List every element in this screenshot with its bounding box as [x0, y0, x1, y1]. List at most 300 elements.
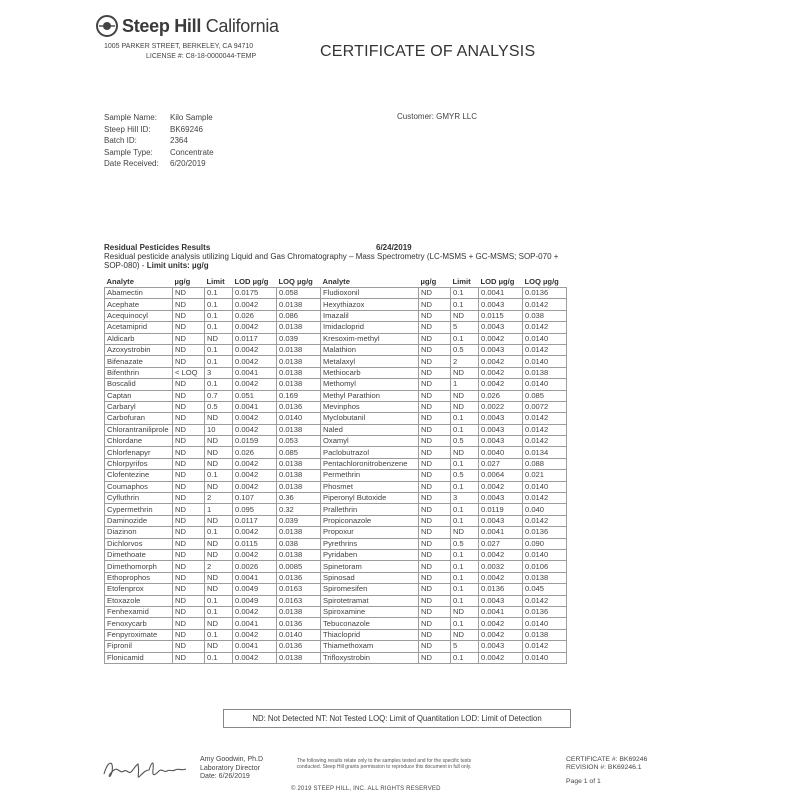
- result-cell: ND: [205, 436, 233, 447]
- analyte-cell: Cypermethrin: [105, 504, 173, 515]
- result-cell: 0.0042: [233, 322, 277, 333]
- result-cell: ND: [173, 527, 205, 538]
- result-cell: 0.0136: [523, 527, 567, 538]
- sample-info-row: [104, 158, 214, 170]
- result-cell: 0.0140: [523, 481, 567, 492]
- column-header: LOD µg/g: [234, 277, 269, 286]
- result-cell: 0.1: [205, 379, 233, 390]
- analyte-cell: Thiacloprid: [321, 629, 419, 640]
- analyte-cell: Clofentezine: [105, 470, 173, 481]
- result-cell: ND: [173, 356, 205, 367]
- analyte-cell: Azoxystrobin: [105, 344, 173, 355]
- result-cell: ND: [173, 595, 205, 606]
- result-cell: 0.0142: [523, 322, 567, 333]
- result-cell: 0.0138: [523, 367, 567, 378]
- table-row: [105, 504, 567, 515]
- analyte-cell: Dimethomorph: [105, 561, 173, 572]
- result-cell: 0.0140: [523, 652, 567, 663]
- result-cell: 0.0138: [277, 652, 321, 663]
- result-cell: ND: [173, 515, 205, 526]
- result-cell: 0.0043: [479, 344, 523, 355]
- analyte-cell: Daminozide: [105, 515, 173, 526]
- result-cell: 0.0042: [233, 344, 277, 355]
- result-cell: 0.0042: [233, 629, 277, 640]
- result-cell: 0.088: [523, 458, 567, 469]
- result-cell: 0.1: [205, 470, 233, 481]
- analyte-cell: Methomyl: [321, 379, 419, 390]
- result-cell: 0.038: [277, 538, 321, 549]
- table-row: [105, 322, 567, 333]
- result-cell: 0.0136: [523, 606, 567, 617]
- sample-info-row: [104, 112, 214, 124]
- result-cell: ND: [419, 413, 451, 424]
- sample-info-value: BK69246: [170, 124, 203, 134]
- result-cell: < LOQ: [173, 367, 205, 378]
- result-cell: 0.0040: [479, 447, 523, 458]
- result-cell: 0.0041: [479, 606, 523, 617]
- sample-info-value: 2364: [170, 136, 188, 146]
- analyte-cell: Methiocarb: [321, 367, 419, 378]
- analyte-cell: Cyfluthrin: [105, 493, 173, 504]
- result-cell: ND: [173, 606, 205, 617]
- sample-info: [104, 112, 214, 170]
- logo-wordmark: [122, 16, 279, 37]
- result-cell: 0.0041: [479, 527, 523, 538]
- column-header: µg/g: [420, 277, 437, 286]
- result-cell: ND: [205, 572, 233, 583]
- result-cell: 0.0142: [523, 424, 567, 435]
- analyte-cell: Propoxur: [321, 527, 419, 538]
- table-row: [105, 379, 567, 390]
- result-cell: ND: [205, 481, 233, 492]
- result-cell: ND: [451, 606, 479, 617]
- analyte-cell: Captan: [105, 390, 173, 401]
- sample-info-row: [104, 135, 214, 147]
- analyte-cell: Bifenthrin: [105, 367, 173, 378]
- result-cell: ND: [173, 458, 205, 469]
- result-cell: ND: [419, 322, 451, 333]
- logo-light-text: California: [205, 15, 279, 36]
- result-cell: 0.1: [205, 629, 233, 640]
- analyte-cell: Naled: [321, 424, 419, 435]
- analyte-cell: Malathion: [321, 344, 419, 355]
- result-cell: 0.1: [451, 549, 479, 560]
- result-cell: ND: [173, 424, 205, 435]
- result-cell: 0.0042: [479, 481, 523, 492]
- result-cell: ND: [173, 436, 205, 447]
- result-cell: ND: [419, 367, 451, 378]
- result-cell: 0.1: [451, 515, 479, 526]
- result-cell: ND: [205, 447, 233, 458]
- result-cell: 10: [205, 424, 233, 435]
- result-cell: 0.038: [523, 310, 567, 321]
- analyte-cell: Chlorantraniliprole: [105, 424, 173, 435]
- analyte-cell: Chlorpyrifos: [105, 458, 173, 469]
- analyte-cell: Fenpyroximate: [105, 629, 173, 640]
- analyte-cell: Hexythiazox: [321, 299, 419, 310]
- table-row: [105, 493, 567, 504]
- result-cell: 0.0041: [233, 401, 277, 412]
- result-cell: 2: [451, 356, 479, 367]
- result-cell: 0.0142: [523, 436, 567, 447]
- table-row: [105, 606, 567, 617]
- result-cell: ND: [173, 379, 205, 390]
- result-cell: 5: [451, 641, 479, 652]
- result-cell: 0.0042: [479, 356, 523, 367]
- result-cell: ND: [419, 299, 451, 310]
- result-cell: 0.0138: [277, 527, 321, 538]
- result-cell: ND: [419, 515, 451, 526]
- sample-info-label: Steep Hill ID:: [104, 124, 151, 134]
- result-cell: 0.1: [451, 572, 479, 583]
- analyte-cell: Abamectin: [105, 288, 173, 299]
- result-cell: 0.0140: [523, 356, 567, 367]
- result-cell: 0.026: [233, 447, 277, 458]
- result-cell: ND: [451, 390, 479, 401]
- result-cell: 0.1: [205, 288, 233, 299]
- result-cell: 0.0138: [277, 458, 321, 469]
- result-cell: 0.1: [205, 606, 233, 617]
- result-cell: 0.0142: [523, 299, 567, 310]
- result-cell: ND: [173, 504, 205, 515]
- result-cell: ND: [173, 652, 205, 663]
- result-cell: ND: [173, 493, 205, 504]
- result-cell: 0.026: [233, 310, 277, 321]
- analyte-cell: Chlordane: [105, 436, 173, 447]
- result-cell: 0.0042: [479, 379, 523, 390]
- result-cell: ND: [173, 470, 205, 481]
- analyte-cell: Carbaryl: [105, 401, 173, 412]
- result-cell: ND: [419, 584, 451, 595]
- certificate-number: CERTIFICATE #: BK69246: [566, 756, 648, 763]
- result-cell: 0.0041: [233, 572, 277, 583]
- result-cell: 0.021: [523, 470, 567, 481]
- analyte-cell: Flonicamid: [105, 652, 173, 663]
- table-row: [105, 424, 567, 435]
- result-cell: ND: [419, 288, 451, 299]
- results-title: Residual Pesticides Results: [104, 243, 211, 252]
- result-cell: ND: [173, 561, 205, 572]
- result-cell: ND: [173, 572, 205, 583]
- result-cell: ND: [205, 641, 233, 652]
- analyte-cell: Spinosad: [321, 572, 419, 583]
- result-cell: 0.1: [451, 481, 479, 492]
- result-cell: 0.0119: [479, 504, 523, 515]
- result-cell: 0.0043: [479, 322, 523, 333]
- table-row: [105, 344, 567, 355]
- result-cell: 0.1: [205, 527, 233, 538]
- result-cell: ND: [419, 458, 451, 469]
- table-row: [105, 652, 567, 663]
- result-cell: ND: [419, 629, 451, 640]
- result-cell: ND: [419, 652, 451, 663]
- result-cell: 0.0049: [233, 595, 277, 606]
- analyte-cell: Fenoxycarb: [105, 618, 173, 629]
- result-cell: ND: [451, 629, 479, 640]
- director-title: Laboratory Director: [200, 764, 260, 772]
- result-cell: 0.0043: [479, 515, 523, 526]
- result-cell: 0.0138: [277, 379, 321, 390]
- analyte-cell: Carbofuran: [105, 413, 173, 424]
- result-cell: 0.0032: [479, 561, 523, 572]
- result-cell: ND: [419, 618, 451, 629]
- result-cell: ND: [419, 493, 451, 504]
- result-cell: 0.0138: [277, 481, 321, 492]
- result-cell: ND: [173, 549, 205, 560]
- result-cell: 0.0064: [479, 470, 523, 481]
- result-cell: 0.0117: [233, 515, 277, 526]
- table-row: [105, 401, 567, 412]
- result-cell: 0.0041: [479, 288, 523, 299]
- result-cell: 1: [451, 379, 479, 390]
- analyte-cell: Fenhexamid: [105, 606, 173, 617]
- result-cell: 5: [451, 322, 479, 333]
- result-cell: ND: [173, 481, 205, 492]
- analyte-cell: Prallethrin: [321, 504, 419, 515]
- result-cell: 0.0026: [233, 561, 277, 572]
- result-cell: 0.0115: [479, 310, 523, 321]
- analyte-cell: Thiamethoxam: [321, 641, 419, 652]
- analyte-cell: Pyrethrins: [321, 538, 419, 549]
- result-cell: 0.0142: [523, 493, 567, 504]
- result-cell: 0.0042: [233, 299, 277, 310]
- result-cell: 0.1: [451, 299, 479, 310]
- certificate-info: [566, 756, 647, 786]
- result-cell: 0.0138: [277, 322, 321, 333]
- analyte-cell: Metalaxyl: [321, 356, 419, 367]
- result-cell: 0.051: [233, 390, 277, 401]
- result-cell: ND: [419, 401, 451, 412]
- result-cell: 0.1: [451, 333, 479, 344]
- result-cell: ND: [173, 344, 205, 355]
- result-cell: ND: [205, 333, 233, 344]
- table-row: [105, 629, 567, 640]
- result-cell: ND: [173, 310, 205, 321]
- column-header: Limit: [206, 277, 225, 286]
- result-cell: ND: [419, 333, 451, 344]
- result-cell: ND: [173, 299, 205, 310]
- result-cell: ND: [205, 618, 233, 629]
- result-cell: ND: [451, 401, 479, 412]
- result-cell: 0.1: [451, 288, 479, 299]
- result-cell: 0.0142: [523, 413, 567, 424]
- result-cell: ND: [419, 481, 451, 492]
- result-cell: 0.0138: [277, 344, 321, 355]
- table-row: [105, 390, 567, 401]
- table-row: [105, 572, 567, 583]
- analyte-cell: Tebuconazole: [321, 618, 419, 629]
- table-row: [105, 561, 567, 572]
- result-cell: 0.0115: [233, 538, 277, 549]
- result-cell: 0.0042: [233, 527, 277, 538]
- result-cell: 0.090: [523, 538, 567, 549]
- analyte-cell: Spirotetramat: [321, 595, 419, 606]
- result-cell: 0.1: [205, 299, 233, 310]
- result-cell: 0.0043: [479, 436, 523, 447]
- analyte-cell: Aldicarb: [105, 333, 173, 344]
- result-cell: ND: [419, 436, 451, 447]
- result-cell: 3: [205, 367, 233, 378]
- results-description: [104, 252, 564, 270]
- result-cell: 0.0042: [479, 549, 523, 560]
- result-cell: ND: [451, 367, 479, 378]
- analyte-cell: Etoxazole: [105, 595, 173, 606]
- steep-hill-logo-icon: [96, 15, 118, 37]
- analyte-cell: Piperonyl Butoxide: [321, 493, 419, 504]
- analyte-cell: Dimethoate: [105, 549, 173, 560]
- result-cell: 0.0138: [523, 572, 567, 583]
- result-cell: 0.0042: [233, 470, 277, 481]
- customer-name: Customer: GMYR LLC: [397, 112, 478, 121]
- result-cell: 0.0042: [233, 458, 277, 469]
- result-cell: 0.0042: [479, 652, 523, 663]
- analyte-cell: Spiromesifen: [321, 584, 419, 595]
- result-cell: 0.1: [205, 344, 233, 355]
- result-cell: 0.1: [451, 561, 479, 572]
- analyte-cell: Mevinphos: [321, 401, 419, 412]
- result-cell: 0.0140: [277, 629, 321, 640]
- result-cell: 0.0138: [277, 356, 321, 367]
- result-cell: ND: [419, 470, 451, 481]
- analyte-cell: Coumaphos: [105, 481, 173, 492]
- result-cell: ND: [419, 606, 451, 617]
- result-cell: 0.0072: [523, 401, 567, 412]
- result-cell: 0.1: [205, 310, 233, 321]
- result-cell: ND: [419, 561, 451, 572]
- analyte-cell: Fipronil: [105, 641, 173, 652]
- table-row: [105, 288, 567, 299]
- column-header: LOQ µg/g: [524, 277, 559, 286]
- table-header-row: [105, 276, 567, 288]
- column-header: Limit: [452, 277, 471, 286]
- result-cell: 0.5: [451, 436, 479, 447]
- analyte-cell: Dichlorvos: [105, 538, 173, 549]
- result-cell: 0.0042: [233, 652, 277, 663]
- sample-info-value: Kilo Sample: [170, 113, 213, 122]
- result-cell: ND: [205, 584, 233, 595]
- result-cell: ND: [173, 390, 205, 401]
- director-signature: [100, 752, 190, 784]
- result-cell: 0.0041: [233, 618, 277, 629]
- result-cell: 0.7: [205, 390, 233, 401]
- lab-license: LICENSE #: C8-18-0000044-TEMP: [146, 53, 257, 60]
- result-cell: 0.0136: [523, 288, 567, 299]
- table-row: [105, 549, 567, 560]
- result-cell: ND: [419, 595, 451, 606]
- result-cell: ND: [419, 390, 451, 401]
- result-cell: 0.1: [451, 424, 479, 435]
- results-disclaimer: The following results relate only to the samples tested and for the specific tests conducted. Steep Hill grants permission to reproduce this document in full only.: [296, 758, 472, 770]
- result-cell: ND: [173, 401, 205, 412]
- result-cell: ND: [419, 356, 451, 367]
- result-cell: 0.5: [451, 470, 479, 481]
- result-cell: ND: [173, 288, 205, 299]
- result-cell: 0.058: [277, 288, 321, 299]
- analyte-cell: Boscalid: [105, 379, 173, 390]
- steep-hill-logo: [96, 15, 279, 37]
- result-cell: 0.36: [277, 493, 321, 504]
- result-cell: 0.0049: [233, 584, 277, 595]
- analyte-cell: Pyridaben: [321, 549, 419, 560]
- result-cell: 0.0042: [479, 572, 523, 583]
- result-cell: 0.086: [277, 310, 321, 321]
- result-cell: 0.0042: [233, 606, 277, 617]
- logo-bold-text: Steep Hill: [122, 15, 202, 36]
- result-cell: 0.0136: [277, 572, 321, 583]
- abbreviation-legend: ND: Not Detected NT: Not Tested LOQ: Limit of Quantitation LOD: Limit of Detection: [223, 709, 571, 728]
- method-description: Residual pesticide analysis utilizing Liquid and Gas Chromatography – Mass Spectrometry (LC-MSMS + GC-MSMS; SOP-070 + SOP-080) -: [104, 252, 559, 270]
- column-header: LOD µg/g: [480, 277, 515, 286]
- result-cell: 0.0106: [523, 561, 567, 572]
- result-cell: 0.0142: [523, 344, 567, 355]
- sample-info-label: Date Received:: [104, 159, 159, 169]
- result-cell: 0.0043: [479, 424, 523, 435]
- result-cell: ND: [173, 333, 205, 344]
- result-cell: 0.026: [479, 390, 523, 401]
- result-cell: ND: [205, 549, 233, 560]
- analyte-cell: Propiconazole: [321, 515, 419, 526]
- result-cell: ND: [173, 322, 205, 333]
- result-cell: ND: [173, 584, 205, 595]
- result-cell: ND: [419, 447, 451, 458]
- table-row: [105, 527, 567, 538]
- table-row: [105, 595, 567, 606]
- result-cell: 0.0140: [523, 379, 567, 390]
- sample-info-row: [104, 147, 214, 159]
- lab-address: 1005 PARKER STREET, BERKELEY, CA 94710: [104, 43, 254, 50]
- result-cell: 0.0042: [233, 379, 277, 390]
- result-cell: 0.0041: [233, 367, 277, 378]
- result-cell: 0.1: [451, 458, 479, 469]
- result-cell: 0.1: [205, 595, 233, 606]
- table-row: [105, 436, 567, 447]
- analyte-cell: Bifenazate: [105, 356, 173, 367]
- table-row: [105, 470, 567, 481]
- result-cell: 0.0140: [523, 618, 567, 629]
- result-cell: ND: [419, 310, 451, 321]
- result-cell: 0.0138: [277, 299, 321, 310]
- result-cell: 0.0042: [233, 549, 277, 560]
- result-cell: 0.0042: [233, 481, 277, 492]
- analyte-cell: Pentachloronitrobenzene: [321, 458, 419, 469]
- results-heading: [104, 243, 564, 270]
- analyte-cell: Imazalil: [321, 310, 419, 321]
- result-cell: 0.0042: [479, 629, 523, 640]
- result-cell: 0.0022: [479, 401, 523, 412]
- analyte-cell: Acequinocyl: [105, 310, 173, 321]
- result-cell: ND: [419, 344, 451, 355]
- result-cell: 0.0136: [277, 618, 321, 629]
- result-cell: 0.0138: [277, 549, 321, 560]
- analyte-cell: Acetamiprid: [105, 322, 173, 333]
- result-cell: 0.0142: [523, 641, 567, 652]
- result-cell: 0.5: [451, 538, 479, 549]
- result-cell: ND: [205, 458, 233, 469]
- analyte-cell: Fludioxonil: [321, 288, 419, 299]
- column-header: Analyte: [322, 277, 350, 286]
- result-cell: 0.0142: [523, 595, 567, 606]
- result-cell: ND: [419, 424, 451, 435]
- result-cell: 0.095: [233, 504, 277, 515]
- table-row: [105, 299, 567, 310]
- analyte-cell: Imidacloprid: [321, 322, 419, 333]
- result-cell: 0.1: [451, 618, 479, 629]
- result-cell: 0.0041: [233, 641, 277, 652]
- limit-units: Limit units: µg/g: [146, 261, 209, 270]
- result-cell: 0.039: [277, 515, 321, 526]
- result-cell: 0.0042: [233, 413, 277, 424]
- sample-info-label: Sample Type:: [104, 147, 153, 157]
